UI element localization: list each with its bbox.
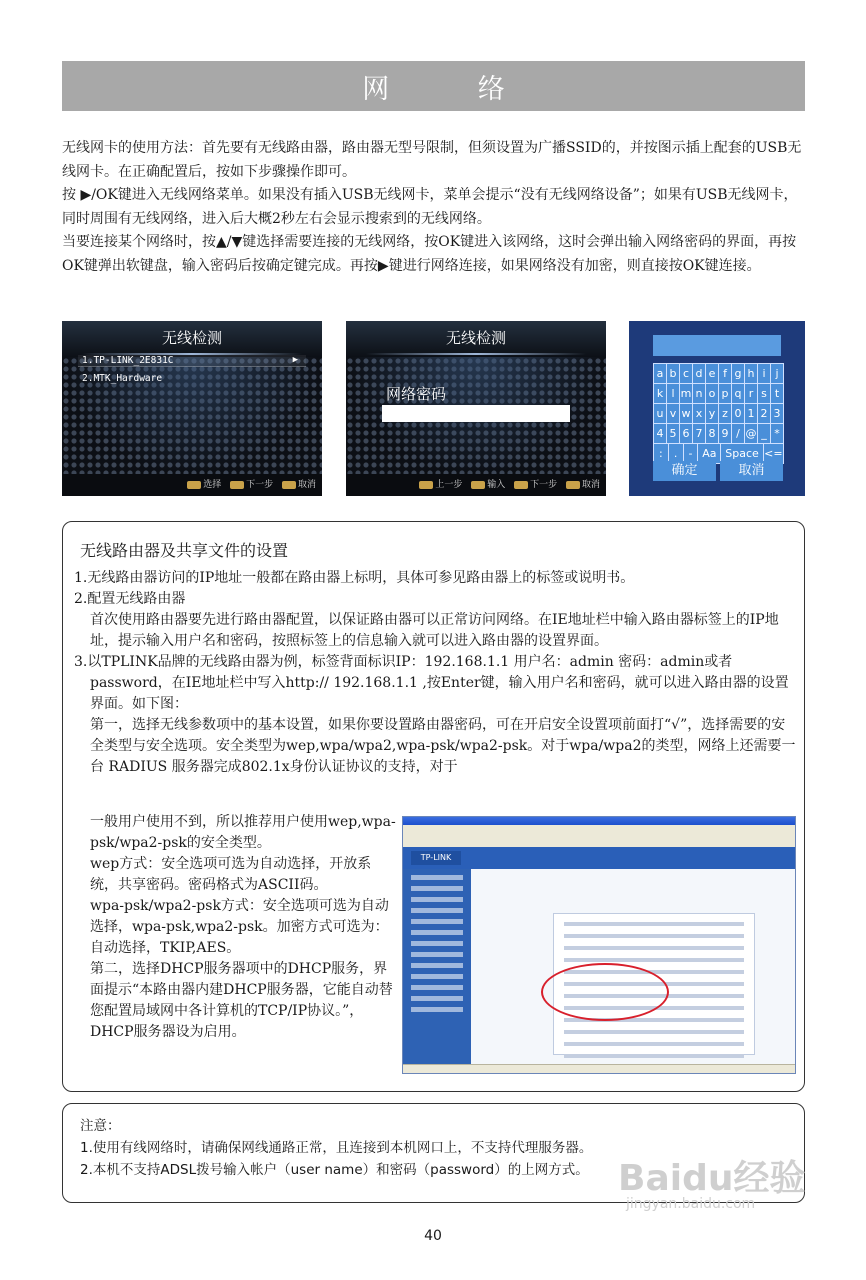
wep-text: wep方式：安全选项可选为自动选择，开放系统，共享密码。密码格式为ASCII码。 bbox=[90, 856, 372, 893]
footer-next: 下一步 bbox=[530, 480, 558, 490]
router-admin-screenshot bbox=[402, 816, 796, 1074]
key[interactable]: 1 bbox=[745, 404, 758, 424]
key[interactable]: x bbox=[693, 404, 706, 424]
screen-title: 无线检测 bbox=[62, 321, 322, 357]
backspace-key[interactable]: <= bbox=[764, 444, 784, 464]
key[interactable]: 3 bbox=[771, 404, 784, 424]
key[interactable]: t bbox=[771, 384, 784, 404]
key-grid bbox=[653, 363, 784, 464]
network-name: 1.TP-LINK_2E831C bbox=[82, 355, 174, 366]
keyboard-buttons bbox=[653, 461, 783, 481]
tplink-logo: TP-LINK bbox=[411, 851, 461, 865]
menu-key-icon bbox=[566, 481, 580, 489]
case-key[interactable]: Aa bbox=[698, 444, 721, 464]
key[interactable]: e bbox=[706, 364, 719, 384]
step-2-text: 第二，选择DHCP服务器项中的DHCP服务，界面提示“本路由器内建DHCP服务器，它能自动替您配置局域网中各计算机的TCP/IP协议。”，DHCP服务器设为启用。 bbox=[90, 961, 393, 1040]
key[interactable]: 0 bbox=[732, 404, 745, 424]
network-item-1[interactable] bbox=[78, 355, 306, 367]
keyboard-input-field[interactable] bbox=[653, 335, 781, 356]
key[interactable]: b bbox=[667, 364, 680, 384]
key[interactable]: g bbox=[732, 364, 745, 384]
key-row bbox=[654, 424, 784, 444]
browser-titlebar bbox=[403, 817, 795, 825]
key[interactable]: @ bbox=[745, 424, 758, 444]
browser-toolbar bbox=[403, 825, 795, 848]
key[interactable]: 5 bbox=[667, 424, 680, 444]
right-key-icon bbox=[514, 481, 528, 489]
space-key[interactable]: Space bbox=[721, 444, 763, 464]
key[interactable]: / bbox=[732, 424, 745, 444]
note-title: 注意： bbox=[80, 1118, 121, 1134]
left-key-icon bbox=[419, 481, 433, 489]
section-title-bar bbox=[62, 61, 805, 111]
key[interactable]: j bbox=[771, 364, 784, 384]
highlight-ellipse bbox=[541, 963, 669, 1021]
key[interactable]: y bbox=[706, 404, 719, 424]
key-row bbox=[654, 364, 784, 384]
key[interactable]: u bbox=[654, 404, 667, 424]
arrow-right-icon: ▶ bbox=[292, 355, 298, 365]
cancel-button[interactable]: 取消 bbox=[720, 461, 783, 481]
footer-next: 下一步 bbox=[246, 480, 274, 490]
key-row bbox=[654, 384, 784, 404]
key[interactable]: p bbox=[719, 384, 732, 404]
key-row bbox=[654, 404, 784, 424]
key[interactable]: k bbox=[654, 384, 667, 404]
soft-keyboard bbox=[629, 321, 805, 496]
intro-paragraph-3: 当要连接某个网络时，按▲/▼键选择需要连接的无线网络，按OK键进入该网络，这时会弹出输入网络密码的界面，再按OK键弹出软键盘，输入密码后按确定键完成。再按▶键进行网络连接，如果网络没有加密，则直接按OK键连接。 bbox=[62, 234, 797, 274]
router-steps-left bbox=[90, 812, 396, 1043]
key[interactable]: v bbox=[667, 404, 680, 424]
key[interactable]: a bbox=[654, 364, 667, 384]
key[interactable]: i bbox=[758, 364, 771, 384]
key[interactable]: . bbox=[669, 444, 684, 464]
step-1-text: 第一，选择无线参数项中的基本设置，如果你要设置路由器密码，可在开启安全设置项前面打“√”，选择需要的安全类型与安全选项。安全类型为wep,wpa/wpa2,wpa-psk/wpa2-psk。对于wpa/wpa2的类型，网络上还需要一台 RADIUS 服务器完成802.1x身份认证协议的支持，对于 bbox=[90, 717, 796, 775]
key[interactable]: m bbox=[680, 384, 693, 404]
right-key-icon bbox=[230, 481, 244, 489]
note-item-1: 1.使用有线网络时，请确保网线通路正常，且连接到本机网口上，不支持代理服务器。 bbox=[80, 1140, 593, 1156]
router-item-2-head: 2.配置无线路由器 bbox=[74, 591, 186, 607]
footer-cancel: 取消 bbox=[581, 480, 600, 490]
password-label: 网络密码 bbox=[386, 385, 447, 403]
footer-select: 选择 bbox=[203, 480, 222, 490]
intro-text bbox=[62, 137, 807, 279]
intro-paragraph-2: 按 ▶/OK键进入无线网络菜单。如果没有插入USB无线网卡，菜单会提示“没有无线网络设备”；如果有USB无线网卡，同时周围有无线网络，进入后大概2秒左右会显示搜索到的无线网络。 bbox=[62, 187, 798, 227]
key[interactable]: 6 bbox=[680, 424, 693, 444]
network-item-2[interactable]: 2.MTK_Hardware bbox=[82, 373, 163, 384]
key[interactable]: f bbox=[719, 364, 732, 384]
footer-prev: 上一步 bbox=[435, 480, 463, 490]
footer-input: 输入 bbox=[487, 480, 506, 490]
page-title: 网 络 bbox=[362, 73, 545, 105]
router-item-1: 1.无线路由器访问的IP地址一般都在路由器上标明，具体可参见路由器上的标签或说明书。 bbox=[74, 570, 635, 586]
router-menu bbox=[403, 869, 471, 1065]
key[interactable]: 9 bbox=[719, 424, 732, 444]
router-items bbox=[74, 568, 796, 778]
router-banner bbox=[403, 847, 795, 869]
baidu-watermark: Baidu经验 bbox=[618, 1158, 806, 1199]
router-item-3: 3.以TPLINK品牌的无线路由器为例，标签背面标识IP：192.168.1.1 用户名：admin 密码：admin或者password，在IE地址栏中写入http:// 192.168.1.1 ,按Enter键，输入用户名和密码，就可以进入路由器的设置界面。如下图： bbox=[74, 654, 789, 712]
password-input[interactable] bbox=[382, 405, 570, 422]
key[interactable]: 8 bbox=[706, 424, 719, 444]
wpa-text: wpa-psk/wpa2-psk方式：安全选项可选为自动选择，wpa-psk,wpa2-psk。加密方式可选为：自动选择，TKIP,AES。 bbox=[90, 898, 389, 956]
footer-cancel: 取消 bbox=[297, 480, 316, 490]
screen-footer bbox=[62, 474, 322, 496]
screen-footer bbox=[346, 474, 606, 496]
key[interactable]: 2 bbox=[758, 404, 771, 424]
key[interactable]: 7 bbox=[693, 424, 706, 444]
key[interactable]: d bbox=[693, 364, 706, 384]
step-1-rest: 一般用户使用不到，所以推荐用户使用wep,wpa-psk/wpa2-psk的安全类型。 bbox=[90, 814, 396, 851]
key[interactable]: r bbox=[745, 384, 758, 404]
key[interactable]: l bbox=[667, 384, 680, 404]
note-item-2: 2.本机不支持ADSL拨号输入帐户（user name）和密码（password）的上网方式。 bbox=[80, 1162, 589, 1178]
screen-title: 无线检测 bbox=[346, 321, 606, 357]
browser-statusbar bbox=[403, 1064, 795, 1073]
key[interactable]: n bbox=[693, 384, 706, 404]
key[interactable]: c bbox=[680, 364, 693, 384]
key[interactable]: * bbox=[771, 424, 784, 444]
router-box-title: 无线路由器及共享文件的设置 bbox=[80, 541, 289, 560]
menu-key-icon bbox=[282, 481, 296, 489]
key[interactable]: o bbox=[706, 384, 719, 404]
ok-key-icon bbox=[471, 481, 485, 489]
page-number: 40 bbox=[424, 1228, 442, 1244]
key[interactable]: q bbox=[732, 384, 745, 404]
key[interactable]: : bbox=[654, 444, 669, 464]
key[interactable]: _ bbox=[758, 424, 771, 444]
key[interactable]: s bbox=[758, 384, 771, 404]
key[interactable]: w bbox=[680, 404, 693, 424]
intro-paragraph-1: 无线网卡的使用方法：首先要有无线路由器，路由器无型号限制，但须设置为广播SSID的，并按图示插上配套的USB无线网卡。在正确配置后，按如下步骤操作即可。 bbox=[62, 140, 802, 180]
key[interactable]: 4 bbox=[654, 424, 667, 444]
updown-key-icon bbox=[187, 481, 201, 489]
password-screen bbox=[346, 321, 606, 496]
confirm-button[interactable]: 确定 bbox=[653, 461, 716, 481]
router-item-2-body: 首次使用路由器要先进行路由器配置，以保证路由器可以正常访问网络。在IE地址栏中输入路由器标签上的IP地址，提示输入用户名和密码，按照标签上的信息输入就可以进入路由器的设置界面。 bbox=[90, 612, 779, 649]
wifi-scan-screen bbox=[62, 321, 322, 496]
key[interactable]: - bbox=[684, 444, 699, 464]
key[interactable]: h bbox=[745, 364, 758, 384]
key[interactable]: z bbox=[719, 404, 732, 424]
watermark-url: jingyan.baidu.com bbox=[626, 1196, 756, 1212]
